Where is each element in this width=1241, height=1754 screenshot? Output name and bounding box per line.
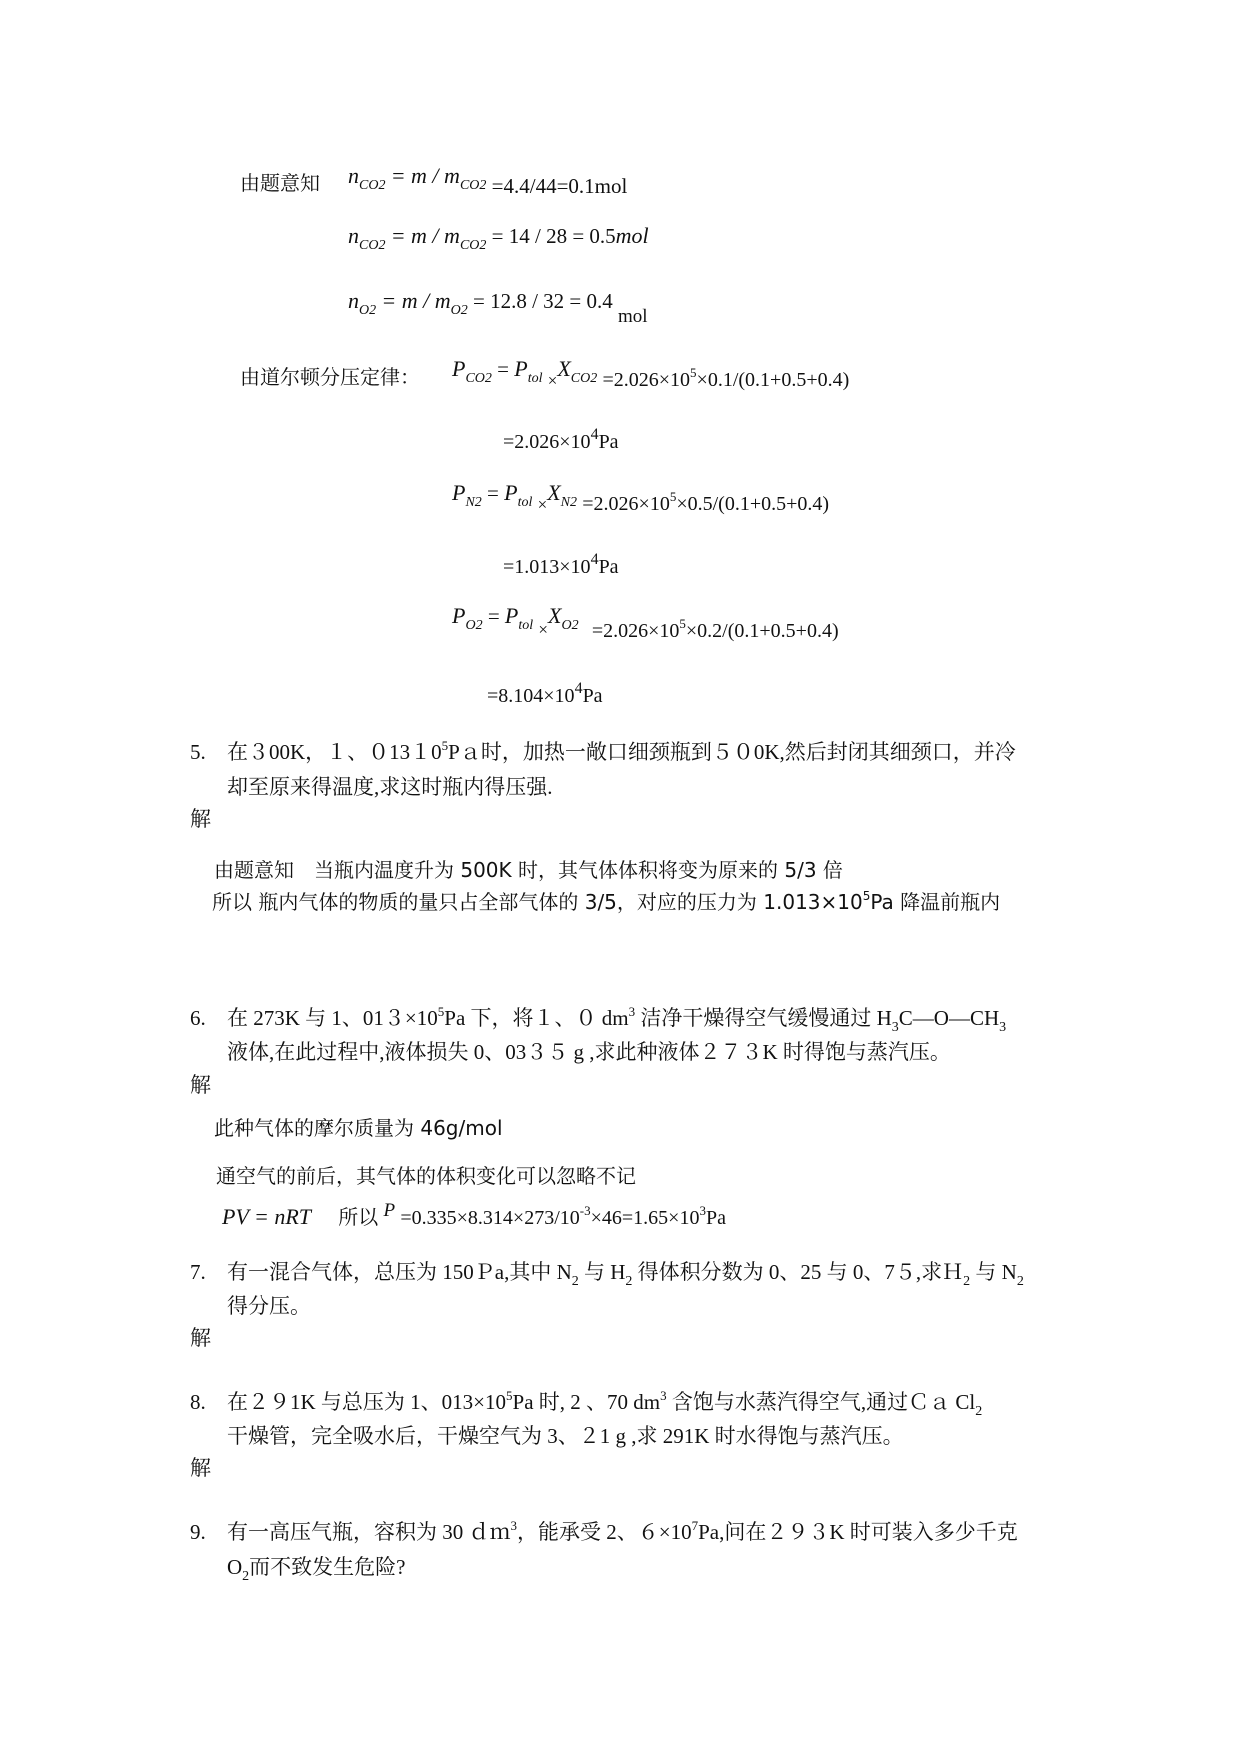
question-6-solution-line3: PV = nRT 所以 $P =0.335\times 8.314\times 273/10^{-3}\times 46=1.65\times 10^3Pa$ [222, 1200, 726, 1229]
question-5-solution-line2: 所以 瓶内气体的物质的量只占全部气体的 3/5，对应的压力为 $1.013\times 10^5Pa$ 降温前瓶内 [212, 889, 1001, 914]
dalton-law-label: 由道尔顿分压定律： [240, 365, 420, 389]
question-number: 7. [190, 1260, 206, 1284]
question-text-line1: 在３00K，１、０13１0$^5$Pａ时，加热一敞口细颈瓶到５０0K,然后封闭其细颈口，并冷 [227, 738, 1016, 764]
question-text-line1: 有一混合气体，总压为 150Ｐa,其中 $N_2$ 与 $H_2$ 得体积分数为 0、25 与 0、7５,求Ｈ$_2$ 与 $N_2$ [227, 1260, 1024, 1289]
question-6-solution-label: 解 [190, 1073, 211, 1097]
question-text-line1: 有一高压气瓶，容积为 30 ｄｍ$^3$，能承受 2、$6\times 10^7Pa$,问在２９３K 时可装入多少千克 [227, 1518, 1018, 1544]
equation-p-co2: $P_{CO2} = P_{tol}$ $_\times X_{CO2} =2.026\times 10^5\times 0.1/(0.1+0.5+0.4)$ [452, 356, 850, 391]
question-5-solution-line1: 由题意知 当瓶内温度升为 500K 时，其气体体积将变为原来的 5/3 倍 [214, 858, 843, 882]
question-number: 5. [190, 740, 206, 764]
question-text-line1: 在 273K 与 1、$013\times 10^5Pa$ 下，将１、０ $dm^3$ 洁净干燥得空气缓慢通过 $H_3C—O—CH_3$ [227, 1004, 1007, 1035]
question-5-line2: 却至原来得温度,求这时瓶内得压强. [227, 775, 553, 799]
equation-p-o2: $P_{O2} = P_{tol}$ $_\times X_{O2} =2.026\times 10^5\times 0.2/(0.1+0.5+0.4)$ [452, 603, 839, 642]
question-6-solution-line1: 此种气体的摩尔质量为 46g/mol [214, 1116, 503, 1140]
solution-intro-label: 由题意知 [240, 171, 320, 195]
question-5-solution-label: 解 [190, 807, 211, 831]
question-7-solution-label: 解 [190, 1326, 211, 1350]
question-number: 8. [190, 1390, 206, 1414]
equation-n-co2-line1: $n_{CO2} = m / m_{CO2} =4.4/44=0.1mol$ [348, 163, 628, 198]
question-6-solution-line2: 通空气的前后，其气体的体积变化可以忽略不记 [216, 1164, 636, 1188]
question-8-solution-label: 解 [190, 1456, 211, 1480]
equation-n-o2: $n_{O2} = m / m_{O2} = 12.8 / 32 = 0.4$ mol [348, 288, 648, 327]
question-number: 9. [190, 1520, 206, 1544]
equation-p-n2: $P_{N2} = P_{tol}$ $_\times X_{N2} =2.026\times 10^5\times 0.5/(0.1+0.5+0.4)$ [452, 480, 830, 515]
question-8-line2: 干燥管，完全吸水后，干燥空气为 3、２1 g ,求 291K 时水得饱与蒸汽压。 [227, 1424, 904, 1448]
result-p-n2: $=1.013\times 10^4Pa$ [503, 551, 619, 578]
question-9-line2: $O_2$而不致发生危险? [227, 1555, 406, 1584]
result-p-co2: $=2.026\times 10^4Pa$ [503, 426, 619, 453]
equation-n-co2-line2: $n_{CO2} = m / m_{CO2} = 14 / 28 = 0.5mol$ [348, 223, 649, 253]
question-text-line1: 在２９1K 与总压为 1、$013\times 10^5Pa$ 时, 2 、70 $dm^3$ 含饱与水蒸汽得空气,通过Ｃａ $Cl_2$ [227, 1388, 983, 1419]
question-number: 6. [190, 1006, 206, 1030]
question-7-line2: 得分压。 [227, 1294, 311, 1318]
question-6-line2: 液体,在此过程中,液体损失 0、03３５ g ,求此种液体２７３K 时得饱与蒸汽压。 [227, 1040, 951, 1064]
result-p-o2: $=8.104\times 10^4Pa$ [487, 680, 603, 707]
